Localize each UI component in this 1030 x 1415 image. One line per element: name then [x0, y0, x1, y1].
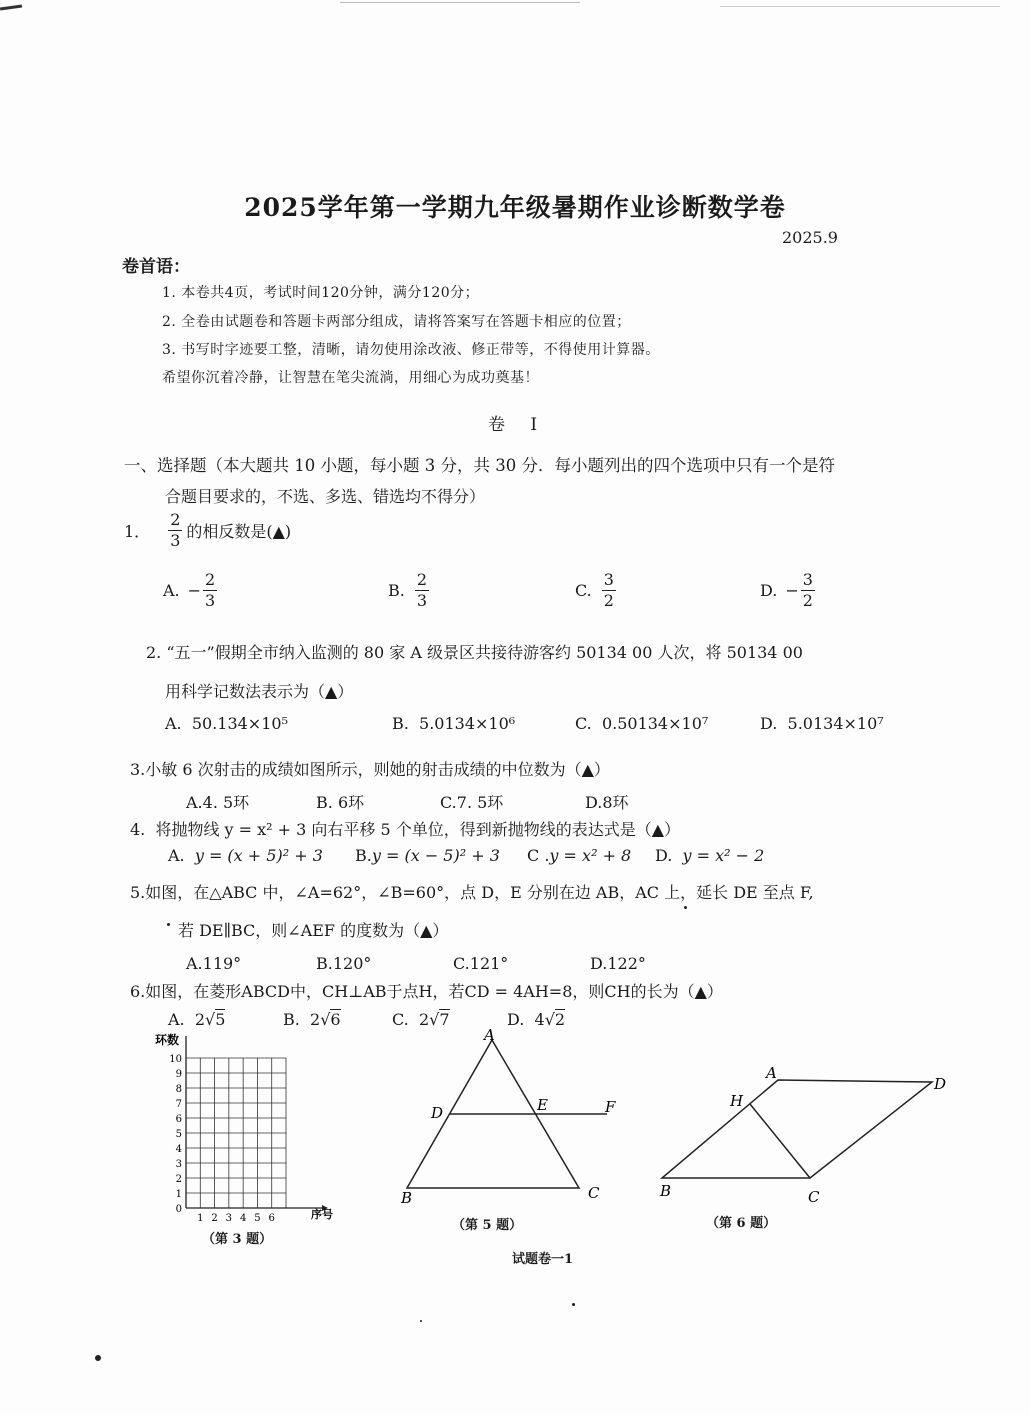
x-tick-label: 1 [197, 1213, 204, 1224]
option-label: B. [316, 793, 333, 812]
option-label: A. [168, 846, 185, 865]
option-radicand: 7 [439, 1010, 450, 1029]
fraction-denominator: 3 [170, 531, 181, 550]
x-tick-labels [197, 1213, 275, 1224]
y-tick-label: 2 [175, 1174, 182, 1185]
section-heading: 一、选择题（本大题共 10 小题，每小题 3 分，共 30 分．每小题列出的四个选项中只有一个是符 [124, 456, 835, 475]
option-text: 6环 [337, 793, 365, 812]
option-d [760, 714, 884, 733]
option-text: 4. 5环 [202, 793, 250, 812]
option-text: y = (x − 5)² + 3 [371, 846, 500, 865]
option-label: D. [585, 793, 603, 812]
option-b [388, 572, 429, 609]
fraction-numerator: 2 [416, 570, 428, 589]
question-number: 5. [130, 883, 146, 902]
y-tick-label: 10 [169, 1054, 182, 1065]
question-stem: “五一”假期全市纳入监测的 80 家 A 级景区共接待游客约 50134 00 人次，将 50134 00 [166, 643, 803, 662]
y-tick-label: 3 [175, 1159, 182, 1170]
option-c [575, 714, 708, 733]
y-tick-label: 6 [175, 1114, 182, 1125]
option-text: 5.0134×10⁶ [419, 714, 516, 733]
option-c [440, 790, 503, 813]
y-tick-labels [169, 1054, 182, 1215]
option-d [590, 954, 646, 973]
option-sign: − [785, 581, 799, 600]
scan-mark-top-left [0, 4, 22, 10]
point-a: A [766, 1064, 777, 1082]
sqrt-symbol: √ [205, 1010, 216, 1029]
question-5 [130, 880, 814, 903]
point-d: D [431, 1104, 444, 1122]
scan-mark-top-center [340, 2, 580, 3]
rhombus-abcd [662, 1080, 932, 1178]
option-label: C. [453, 954, 470, 973]
option-text: 5.0134×10⁷ [787, 714, 884, 733]
option-b [392, 714, 515, 733]
option-b [355, 846, 500, 865]
sqrt-symbol: √ [320, 1010, 331, 1029]
fraction-numerator: 2 [205, 570, 216, 589]
question-stem-cont: 用科学记数法表示为（▲） [165, 682, 354, 701]
point-b: B [660, 1182, 672, 1200]
question-stem: 将抛物线 y = x² + 3 向右平移 5 个单位，得到新抛物线的表达式是（▲） [155, 820, 681, 839]
option-sign: − [187, 581, 202, 600]
scan-speck [95, 1355, 101, 1361]
question-number: 2. [146, 643, 162, 662]
option-label: A. [168, 1010, 185, 1029]
y-tick-label: 9 [175, 1069, 182, 1080]
y-tick-label: 1 [175, 1189, 182, 1200]
volume-heading: 卷 I [488, 415, 548, 435]
point-a: A [484, 1026, 495, 1044]
question-stem: 的相反数是(▲) [186, 522, 292, 541]
option-fraction [415, 572, 429, 609]
option-coef: 2 [194, 1010, 205, 1029]
fraction-numerator: 2 [170, 510, 181, 529]
option-c [392, 1010, 450, 1029]
option-label: A. [186, 793, 203, 812]
scan-speck [420, 1320, 422, 1322]
option-fraction [602, 572, 616, 609]
option-text: 0.50134×10⁷ [601, 714, 709, 733]
option-b [316, 954, 371, 973]
exam-title: 2025学年第一学期九年级暑期作业诊断数学卷 [244, 193, 786, 222]
option-label: B. [392, 714, 409, 733]
y-tick-label: 7 [175, 1099, 182, 1110]
x-tick-label: 5 [254, 1213, 261, 1224]
grid-lines [186, 1058, 286, 1208]
question-stem: 小敏 6 次射击的成绩如图所示，则她的射击成绩的中位数为（▲） [145, 760, 610, 779]
option-a [186, 954, 241, 973]
scan-speck [684, 906, 687, 909]
option-label: B. [388, 581, 405, 600]
option-text: y = x² − 2 [682, 846, 765, 865]
option-text: 120° [332, 954, 372, 973]
y-tick-label: 5 [175, 1129, 182, 1140]
point-f: F [605, 1098, 616, 1116]
section-heading-cont: 合题目要求的，不选、多选、错选均不得分） [165, 487, 486, 506]
option-fraction [801, 572, 815, 609]
option-label: A. [165, 714, 182, 733]
figure-6-rhombus [648, 1060, 958, 1210]
fraction-denominator: 2 [603, 591, 614, 610]
preface-note: 1. 本卷共4页，考试时间120分钟，满分120分； [162, 285, 480, 301]
figure-5-caption: （第 5 题） [452, 1218, 523, 1233]
question-number: 3. [130, 760, 146, 779]
fraction-denominator: 3 [416, 591, 428, 610]
figure-5-triangle [395, 1028, 635, 1208]
option-coef: 2 [310, 1010, 321, 1029]
point-e: E [537, 1096, 548, 1114]
option-text: 121° [469, 954, 509, 973]
question-number: 1． [124, 522, 151, 541]
option-a [186, 790, 249, 813]
option-label: A. [163, 581, 180, 600]
option-text: 50.134×10⁵ [191, 714, 288, 733]
question-6 [130, 979, 723, 1002]
question-3 [130, 757, 610, 780]
option-label: D. [760, 581, 778, 600]
option-radicand: 5 [215, 1010, 226, 1029]
figure-3-grid-chart [150, 1028, 350, 1224]
question-1 [124, 512, 291, 549]
option-d [585, 790, 629, 813]
option-text: 7. 5环 [456, 793, 504, 812]
fraction-numerator: 3 [802, 570, 813, 589]
option-label: B. [283, 1010, 300, 1029]
option-radicand: 6 [330, 1010, 341, 1029]
option-text: 119° [202, 954, 242, 973]
stem-fraction [168, 512, 182, 549]
point-d: D [934, 1075, 947, 1093]
option-label: D. [507, 1010, 525, 1029]
sqrt-symbol: √ [429, 1010, 440, 1029]
option-a [168, 846, 323, 865]
point-c: C [588, 1184, 600, 1202]
option-radicand: 2 [554, 1010, 566, 1029]
option-label: C. [575, 581, 592, 600]
option-d [760, 572, 815, 609]
option-label: B. [355, 846, 372, 865]
fraction-denominator: 3 [205, 591, 216, 610]
x-tick-label: 4 [239, 1213, 247, 1224]
option-coef: 4 [534, 1010, 545, 1029]
y-tick-label: 0 [175, 1204, 182, 1215]
fraction-numerator: 3 [603, 570, 614, 589]
y-tick-label: 4 [175, 1144, 182, 1155]
scan-speck [572, 1303, 575, 1306]
scan-mark-top-right [720, 6, 1000, 7]
point-c: C [808, 1188, 820, 1206]
question-4 [130, 817, 680, 840]
option-a [163, 572, 217, 609]
option-label: D. [655, 846, 673, 865]
figure-3-caption: （第 3 题） [202, 1232, 273, 1247]
y-tick-label: 8 [175, 1084, 182, 1095]
option-c [453, 954, 508, 973]
option-c [575, 572, 616, 609]
y-axis-label: 环数 [155, 1033, 180, 1047]
question-stem-cont: 若 DE∥BC，则∠AEF 的度数为（▲） [178, 921, 449, 940]
preface-note: 2. 全卷由试题卷和答题卡两部分组成，请将答案写在答题卡相应的位置； [162, 314, 631, 330]
option-d [507, 1010, 565, 1029]
option-coef: 2 [418, 1010, 430, 1029]
question-stem: 如图，在△ABC 中，∠A=62°，∠B=60°，点 D，E 分别在边 AB，AC 上，延长 DE 至点 F, [145, 883, 814, 902]
option-label: D. [590, 954, 608, 973]
option-text: 8环 [602, 793, 629, 812]
option-label: A. [186, 954, 203, 973]
option-a [168, 1010, 225, 1029]
figure-6-caption: （第 6 题） [706, 1216, 777, 1231]
option-label: C. [392, 1010, 409, 1029]
option-c [527, 846, 631, 865]
option-label: D. [760, 714, 778, 733]
preface-note: 3. 书写时字迹要工整，清晰，请勿使用涂改液、修正带等，不得使用计算器。 [162, 342, 660, 358]
question-stem: 如图，在菱形ABCD中，CH⊥AB于点H，若CD = 4AH=8，则CH的长为（▲） [145, 982, 723, 1001]
option-fraction [203, 572, 217, 609]
sqrt-symbol: √ [544, 1010, 555, 1029]
option-label: C. [575, 714, 592, 733]
preface-note: 希望你沉着冷静，让智慧在笔尖流淌，用细心为成功奠基！ [162, 370, 539, 386]
option-b [283, 1010, 341, 1029]
question-number: 6. [130, 982, 146, 1001]
x-tick-label: 3 [225, 1213, 233, 1224]
point-b: B [401, 1189, 413, 1207]
exam-date: 2025.9 [782, 228, 838, 247]
option-b [316, 790, 364, 813]
scan-speck [167, 923, 170, 926]
option-d [655, 846, 764, 865]
point-h: H [730, 1092, 744, 1110]
x-axis-label: 序号 [311, 1208, 333, 1221]
option-text: 122° [607, 954, 646, 973]
question-number: 4. [130, 820, 146, 839]
x-tick-label: 2 [211, 1213, 218, 1224]
option-text: y = (x + 5)² + 3 [194, 846, 323, 865]
page-footer-label: 试题卷一1 [512, 1252, 574, 1267]
fraction-denominator: 2 [802, 591, 813, 610]
option-label: B. [316, 954, 333, 973]
option-label: C. [440, 793, 457, 812]
option-text: y = x² + 8 [549, 846, 632, 865]
option-label: C . [527, 846, 550, 865]
preface-heading: 卷首语： [122, 257, 190, 277]
x-tick-label: 6 [268, 1213, 275, 1224]
question-2 [146, 640, 803, 663]
segment-ch [750, 1104, 810, 1178]
option-a [165, 714, 288, 733]
